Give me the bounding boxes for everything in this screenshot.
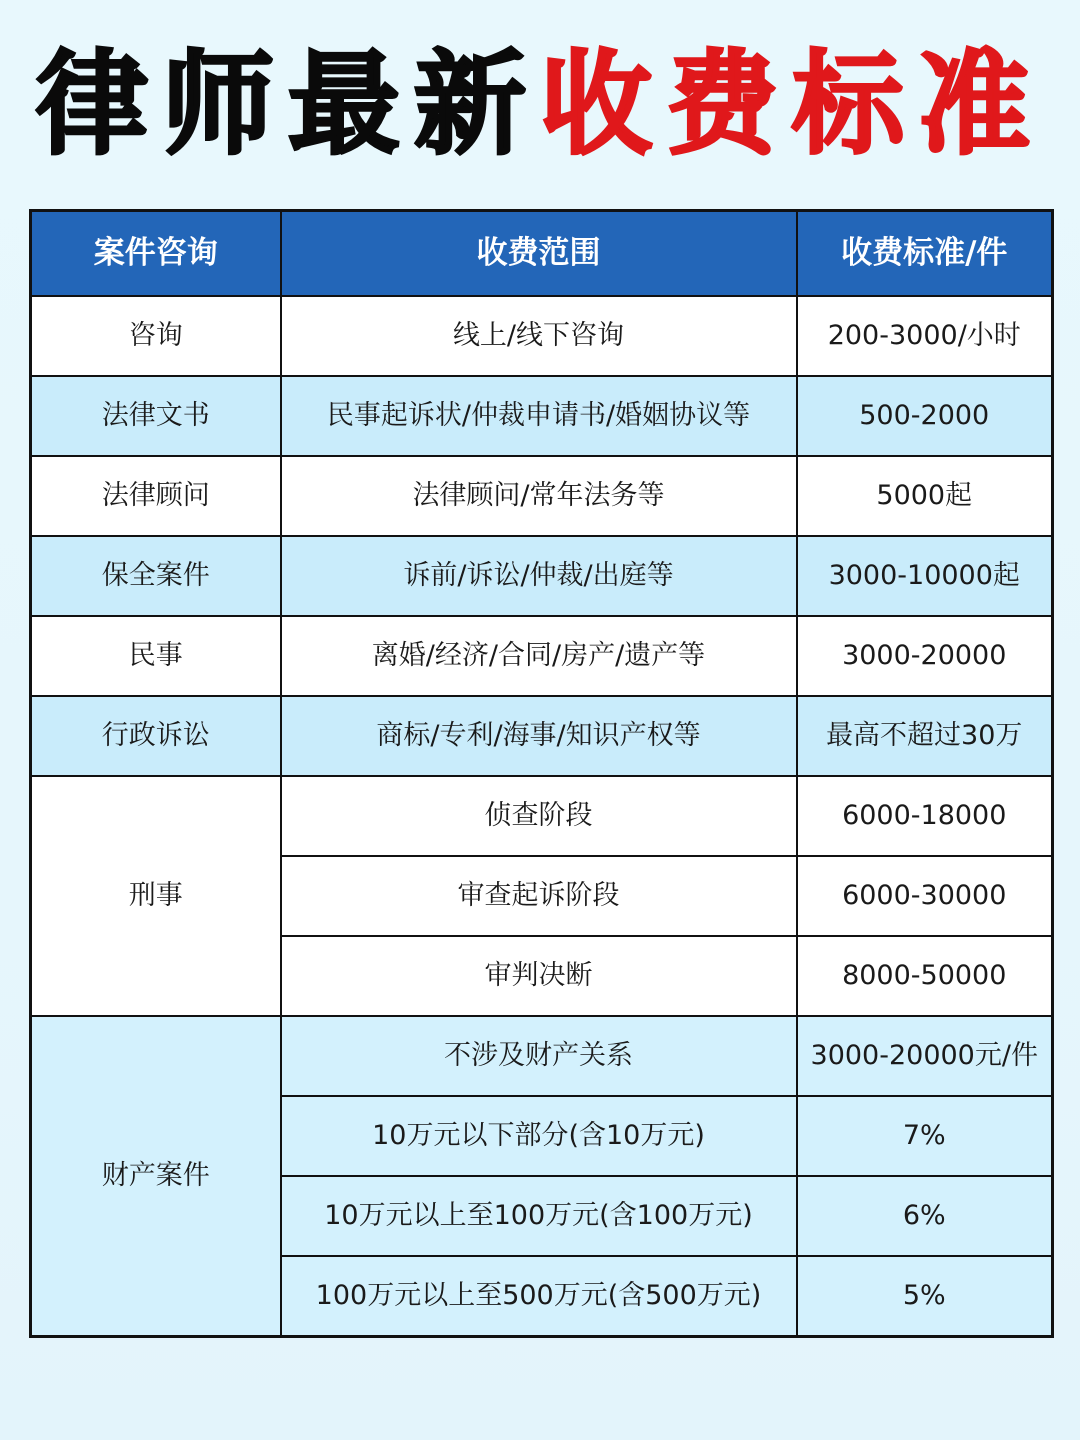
table-row bbox=[31, 536, 1053, 616]
cell-category: 民事 bbox=[31, 616, 281, 696]
table-row-property bbox=[31, 1016, 1053, 1096]
cell-fee: 3000-20000元/件 bbox=[797, 1016, 1053, 1096]
title-red-part: 收费标准 bbox=[540, 40, 1044, 170]
cell-fee: 5% bbox=[797, 1256, 1053, 1337]
cell-scope: 审判决断 bbox=[281, 936, 797, 1016]
cell-fee: 3000-20000 bbox=[797, 616, 1053, 696]
cell-scope: 侦查阶段 bbox=[281, 776, 797, 856]
cell-scope: 法律顾问/常年法务等 bbox=[281, 456, 797, 536]
cell-scope: 商标/专利/海事/知识产权等 bbox=[281, 696, 797, 776]
table-row bbox=[31, 296, 1053, 376]
table-header-row bbox=[31, 211, 1053, 297]
cell-scope: 诉前/诉讼/仲裁/出庭等 bbox=[281, 536, 797, 616]
table-row-criminal bbox=[31, 776, 1053, 856]
cell-scope: 线上/线下咨询 bbox=[281, 296, 797, 376]
cell-category-property: 财产案件 bbox=[31, 1016, 281, 1337]
cell-fee: 6000-18000 bbox=[797, 776, 1053, 856]
cell-category: 保全案件 bbox=[31, 536, 281, 616]
cell-fee: 6000-30000 bbox=[797, 856, 1053, 936]
cell-scope: 100万元以上至500万元(含500万元) bbox=[281, 1256, 797, 1337]
page-title bbox=[0, 40, 1080, 170]
title-black-part: 律师最新 bbox=[36, 40, 540, 170]
table-row bbox=[31, 376, 1053, 456]
header-fee: 收费标准/件 bbox=[797, 211, 1053, 297]
cell-scope: 不涉及财产关系 bbox=[281, 1016, 797, 1096]
cell-fee: 200-3000/小时 bbox=[797, 296, 1053, 376]
cell-fee: 500-2000 bbox=[797, 376, 1053, 456]
cell-category: 行政诉讼 bbox=[31, 696, 281, 776]
cell-category-criminal: 刑事 bbox=[31, 776, 281, 1016]
table-row bbox=[31, 696, 1053, 776]
header-scope: 收费范围 bbox=[281, 211, 797, 297]
cell-fee: 最高不超过30万 bbox=[797, 696, 1053, 776]
cell-scope: 10万元以上至100万元(含100万元) bbox=[281, 1176, 797, 1256]
cell-scope: 审查起诉阶段 bbox=[281, 856, 797, 936]
cell-category: 咨询 bbox=[31, 296, 281, 376]
cell-fee: 8000-50000 bbox=[797, 936, 1053, 1016]
table-row bbox=[31, 456, 1053, 536]
cell-category: 法律文书 bbox=[31, 376, 281, 456]
cell-fee: 5000起 bbox=[797, 456, 1053, 536]
table-row bbox=[31, 616, 1053, 696]
cell-scope: 10万元以下部分(含10万元) bbox=[281, 1096, 797, 1176]
cell-scope: 离婚/经济/合同/房产/遗产等 bbox=[281, 616, 797, 696]
cell-category: 法律顾问 bbox=[31, 456, 281, 536]
header-category: 案件咨询 bbox=[31, 211, 281, 297]
cell-scope: 民事起诉状/仲裁申请书/婚姻协议等 bbox=[281, 376, 797, 456]
cell-fee: 6% bbox=[797, 1176, 1053, 1256]
cell-fee: 7% bbox=[797, 1096, 1053, 1176]
fee-table bbox=[29, 209, 1054, 1338]
cell-fee: 3000-10000起 bbox=[797, 536, 1053, 616]
